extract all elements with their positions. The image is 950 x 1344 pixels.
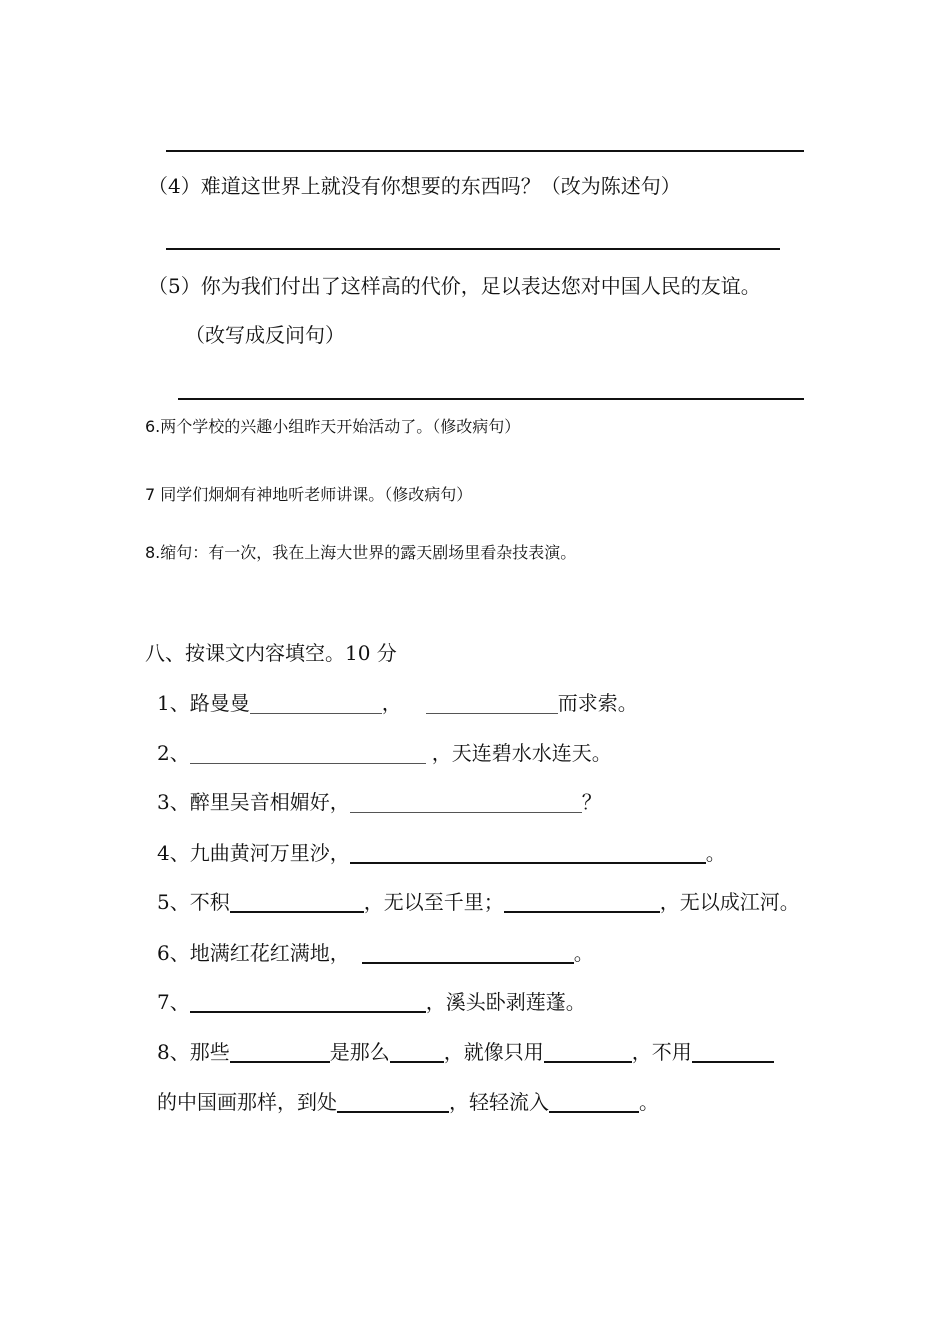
fill-blank[interactable]: [504, 891, 660, 913]
fill-blank[interactable]: [390, 1041, 444, 1063]
question-4: [148, 173, 681, 199]
fill-text: 那些: [189, 1040, 230, 1064]
fill-text: ，溪头卧剥莲蓬。: [425, 990, 586, 1014]
fill-blank[interactable]: [230, 1041, 330, 1063]
question-4-number: （4）: [148, 174, 201, 198]
section-8-title: 八、按课文内容填空。10 分: [145, 641, 397, 665]
fill-item-7: [157, 989, 586, 1015]
fill-text: 不积: [189, 890, 230, 914]
fill-item-5: [157, 889, 800, 915]
fill-text: 路曼曼: [189, 691, 250, 715]
fill-item-6: [157, 940, 594, 966]
question-6: [145, 416, 520, 438]
fill-text: ，无以成江河。: [659, 890, 800, 914]
fill-text: 。: [639, 1090, 659, 1114]
fill-text: ，轻轻流入: [449, 1090, 549, 1114]
fill-blank[interactable]: [190, 743, 426, 764]
question-5-text: 你为我们付出了这样高的代价，足以表达您对中国人民的友谊。: [200, 274, 761, 298]
fill-item-number: 2、: [157, 741, 190, 765]
question-7-text: 同学们炯炯有神地听老师讲课。（修改病句）: [155, 485, 473, 504]
fill-text: 而求索。: [557, 691, 638, 715]
fill-blank[interactable]: [426, 693, 558, 714]
fill-blank[interactable]: [230, 891, 364, 913]
fill-item-1: [157, 690, 638, 716]
fill-item-number: 6、: [157, 941, 190, 965]
fill-text: ，天连碧水水连天。: [431, 741, 612, 765]
fill-blank[interactable]: [544, 1041, 632, 1063]
question-5-instruction: （改写成反问句）: [185, 323, 345, 347]
fill-item-8-continued: [157, 1089, 659, 1115]
question-8: [145, 542, 576, 564]
fill-blank[interactable]: [337, 1091, 449, 1113]
fill-text: 地满红花红满地，: [189, 941, 350, 965]
fill-text: 是那么: [329, 1040, 390, 1064]
question-6-text: 两个学校的兴趣小组昨天开始活动了。（修改病句）: [160, 417, 521, 436]
question-5-number: （5）: [148, 274, 201, 298]
fill-text: ，无以至千里；: [363, 890, 504, 914]
fill-item-number: 1、: [157, 691, 190, 715]
fill-item-8: [157, 1039, 774, 1065]
fill-text: 。: [705, 841, 726, 865]
fill-blank[interactable]: [350, 792, 582, 813]
fill-text: ，: [381, 691, 402, 715]
fill-blank[interactable]: [692, 1041, 774, 1063]
question-5: [148, 273, 761, 299]
answer-line-q3[interactable]: [166, 150, 804, 152]
fill-text: ，就像只用: [443, 1040, 544, 1064]
fill-item-number: 4、: [157, 841, 190, 865]
question-8-text: 缩句：有一次，我在上海大世界的露天剧场里看杂技表演。: [160, 543, 577, 562]
fill-item-4: [157, 840, 726, 866]
fill-blank[interactable]: [190, 991, 426, 1013]
fill-blank[interactable]: [362, 942, 574, 964]
fill-item-number: 3、: [157, 790, 190, 814]
fill-text: 醉里吴音相媚好，: [189, 790, 350, 814]
fill-text: ，不用: [631, 1040, 692, 1064]
fill-blank[interactable]: [350, 842, 706, 864]
fill-item-3: [157, 789, 602, 815]
fill-blank[interactable]: [549, 1091, 639, 1113]
question-7: [145, 484, 472, 506]
fill-text: ？: [581, 790, 602, 814]
question-4-text: 难道这世界上就没有你想要的东西吗？（改为陈述句）: [200, 174, 681, 198]
question-6-number: 6.: [145, 417, 161, 436]
fill-item-number: 5、: [157, 890, 190, 914]
answer-line-q5[interactable]: [178, 398, 804, 400]
fill-text: 的中国画那样，到处: [157, 1090, 337, 1114]
fill-text: 。: [573, 941, 594, 965]
fill-item-number: 8、: [157, 1040, 190, 1064]
fill-text: 九曲黄河万里沙，: [189, 841, 350, 865]
question-8-number: 8.: [145, 543, 161, 562]
fill-item-number: 7、: [157, 990, 190, 1014]
answer-line-q4[interactable]: [166, 248, 780, 250]
fill-blank[interactable]: [250, 693, 382, 714]
question-7-number: 7: [145, 485, 156, 504]
fill-item-2: [157, 740, 612, 766]
